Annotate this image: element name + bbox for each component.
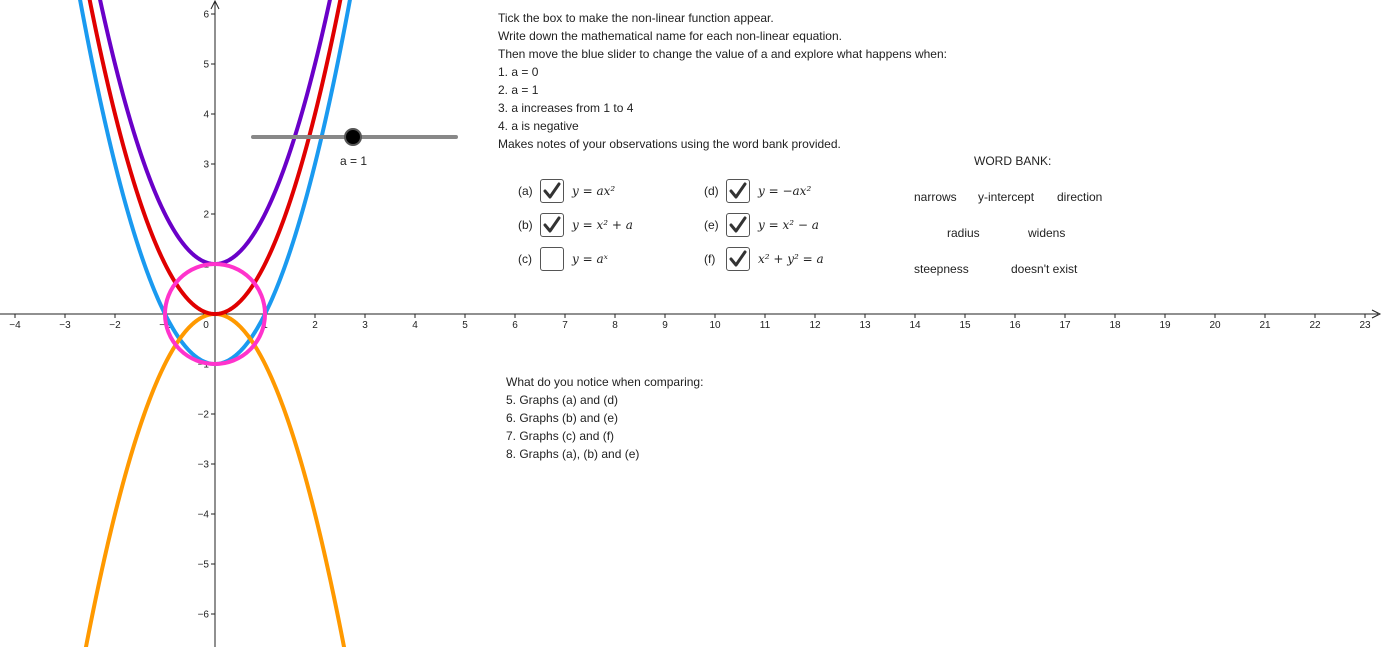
checkbox-label: (d) [704, 184, 719, 198]
checkbox-f[interactable] [726, 247, 750, 271]
equation-c: y = aˣ [572, 252, 608, 266]
question-line: What do you notice when comparing: [506, 375, 704, 389]
question-line: 6. Graphs (b) and (e) [506, 411, 619, 425]
equation-f: x² + y² = a [758, 252, 824, 266]
x-tick-label: 4 [412, 320, 418, 331]
checkbox-row-c [518, 247, 608, 271]
x-tick-label: 1 [262, 320, 268, 331]
x-tick-label: 12 [809, 320, 821, 331]
y-tick-label: −4 [197, 509, 209, 521]
x-tick-label: 7 [562, 320, 568, 331]
instruction-line: Makes notes of your observations using the word bank provided. [498, 137, 841, 151]
word-bank-word[interactable]: y-intercept [978, 190, 1035, 204]
slider-knob[interactable] [345, 129, 361, 145]
question-line: 8. Graphs (a), (b) and (e) [506, 447, 640, 461]
x-tick-label: −1 [159, 320, 171, 331]
x-tick-label: 10 [709, 320, 721, 331]
checkbox-e[interactable] [726, 213, 750, 237]
y-tick-label: 4 [203, 109, 209, 121]
y-tick-label: −2 [197, 409, 209, 421]
x-tick-label: 8 [612, 320, 618, 331]
instruction-line: 4. a is negative [498, 119, 579, 133]
x-tick-label: 0 [203, 320, 209, 331]
x-tick-label: 11 [759, 320, 771, 331]
checkmark-icon [728, 215, 748, 235]
y-tick-label: −6 [197, 609, 209, 621]
checkbox-a[interactable] [540, 179, 564, 203]
x-tick-label: 13 [859, 320, 871, 331]
equation-d: y = −ax² [758, 184, 812, 198]
checkbox-row-a [518, 179, 615, 203]
instruction-line: 2. a = 1 [498, 83, 539, 97]
checkbox-d[interactable] [726, 179, 750, 203]
x-tick-label: 19 [1159, 320, 1171, 331]
checkbox-row-d [704, 179, 811, 203]
checkmark-icon [728, 181, 748, 201]
checkbox-row-e [704, 213, 819, 237]
x-tick-label: 9 [662, 320, 668, 331]
checkbox-label: (c) [518, 252, 532, 266]
question-line: 5. Graphs (a) and (d) [506, 393, 619, 407]
x-tick-label: 16 [1009, 320, 1021, 331]
x-tick-label: 15 [959, 320, 971, 331]
x-tick-label: 18 [1109, 320, 1121, 331]
checkbox-b[interactable] [540, 213, 564, 237]
checkbox-label: (f) [704, 252, 716, 266]
word-bank-word[interactable]: narrows [914, 190, 957, 204]
x-tick-label: 6 [512, 320, 518, 331]
x-tick-label: −4 [9, 320, 21, 331]
checkbox-row-b [518, 213, 633, 237]
equation-b: y = x² + a [572, 218, 633, 232]
instructions-text [498, 9, 947, 153]
y-tick-label: −1 [197, 359, 209, 371]
y-tick-label: 6 [203, 9, 209, 21]
checkbox-label: (b) [518, 218, 533, 232]
y-tick-label: −3 [197, 459, 209, 471]
y-tick-label: 5 [203, 59, 209, 71]
question-line: 7. Graphs (c) and (f) [506, 429, 615, 443]
y-tick-label: 2 [203, 209, 209, 221]
y-tick-label: −5 [197, 559, 209, 571]
word-bank-word[interactable]: steepness [914, 262, 969, 276]
checkbox-label: (a) [518, 184, 533, 198]
x-tick-label: 17 [1059, 320, 1071, 331]
instruction-line: 3. a increases from 1 to 4 [498, 101, 634, 115]
instruction-line: 1. a = 0 [498, 65, 539, 79]
y-tick-label: 3 [203, 159, 209, 171]
equation-e: y = x² − a [758, 218, 819, 232]
x-tick-label: −3 [59, 320, 71, 331]
checkmark-icon [728, 249, 748, 269]
x-tick-label: 2 [312, 320, 318, 331]
x-tick-label: 22 [1309, 320, 1321, 331]
instruction-line: Write down the mathematical name for each non-linear equation. [498, 29, 842, 43]
instruction-line: Then move the blue slider to change the value of a and explore what happens when: [498, 47, 947, 61]
equation-a: y = ax² [572, 184, 616, 198]
word-bank-title: WORD BANK: [974, 154, 1052, 168]
checkbox-label: (e) [704, 218, 719, 232]
checkbox-row-f [704, 247, 824, 271]
checkmark-icon [542, 181, 562, 201]
checkmark-icon [542, 215, 562, 235]
x-tick-label: 23 [1359, 320, 1371, 331]
instruction-line: Tick the box to make the non-linear function appear. [498, 11, 774, 25]
x-tick-label: 5 [462, 320, 468, 331]
checkbox-c[interactable] [540, 247, 564, 271]
word-bank-word[interactable]: direction [1057, 190, 1103, 204]
word-bank-word[interactable]: doesn't exist [1011, 262, 1078, 276]
x-tick-label: −2 [109, 320, 121, 331]
questions-text [506, 373, 703, 463]
x-tick-label: 14 [909, 320, 921, 331]
word-bank-word[interactable]: widens [1028, 226, 1066, 240]
word-bank-word[interactable]: radius [947, 226, 980, 240]
slider-value-label: a = 1 [340, 154, 368, 168]
x-tick-label: 20 [1209, 320, 1221, 331]
x-tick-label: 3 [362, 320, 368, 331]
x-tick-label: 21 [1259, 320, 1271, 331]
y-tick-label: 1 [203, 259, 209, 271]
